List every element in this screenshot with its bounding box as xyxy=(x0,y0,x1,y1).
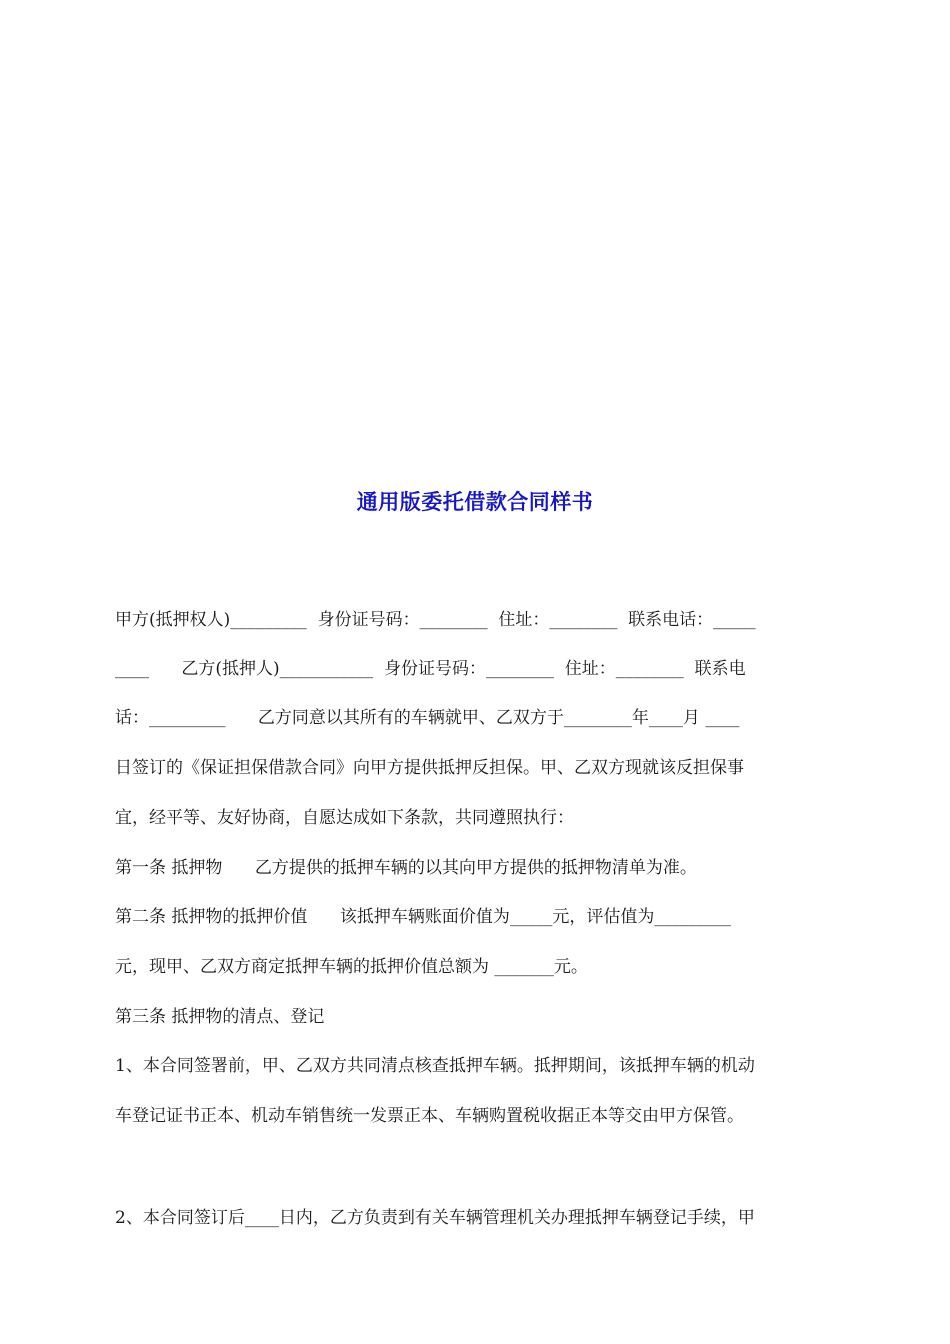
clause-heading: 第三条 抵押物的清点、登记 xyxy=(115,1007,325,1027)
paragraph-line: 2、本合同签订后____日内，乙方负责到有关车辆管理机关办理抵押车辆登记手续，甲 xyxy=(115,1208,755,1228)
clause-line: 第二条 抵押物的抵押价值 该抵押车辆账面价值为_____元，评估值为_________ xyxy=(115,907,731,927)
paragraph-line: 日签订的《保证担保借款合同》向甲方提供抵押反担保。甲、乙双方现就该反担保事 xyxy=(115,758,744,778)
paragraph-line: 甲方(抵押权人)_________ 身份证号码：________ 住址：________ 联系电话：_____ xyxy=(115,610,756,630)
paragraph-line: 元，现甲、乙双方商定抵押车辆的抵押价值总额为 _______元。 xyxy=(115,957,588,977)
paragraph-line: 车登记证书正本、机动车销售统一发票正本、车辆购置税收据正本等交由甲方保管。 xyxy=(115,1106,744,1126)
paragraph-line: ____ 乙方(抵押人)___________ 身份证号码：________ 住址：________ 联系电 xyxy=(115,659,746,679)
clause-line: 第一条 抵押物 乙方提供的抵押车辆的以其向甲方提供的抵押物清单为准。 xyxy=(115,858,697,878)
document-title: 通用版委托借款合同样书 xyxy=(356,490,594,514)
paragraph-line: 话：_________ 乙方同意以其所有的车辆就甲、乙双方于________年____月 ____ xyxy=(115,708,740,728)
paragraph-line: 宜，经平等、友好协商，自愿达成如下条款，共同遵照执行： xyxy=(115,808,574,828)
paragraph-line: 1、本合同签署前，甲、乙双方共同清点核查抵押车辆。抵押期间，该抵押车辆的机动 xyxy=(115,1056,755,1076)
